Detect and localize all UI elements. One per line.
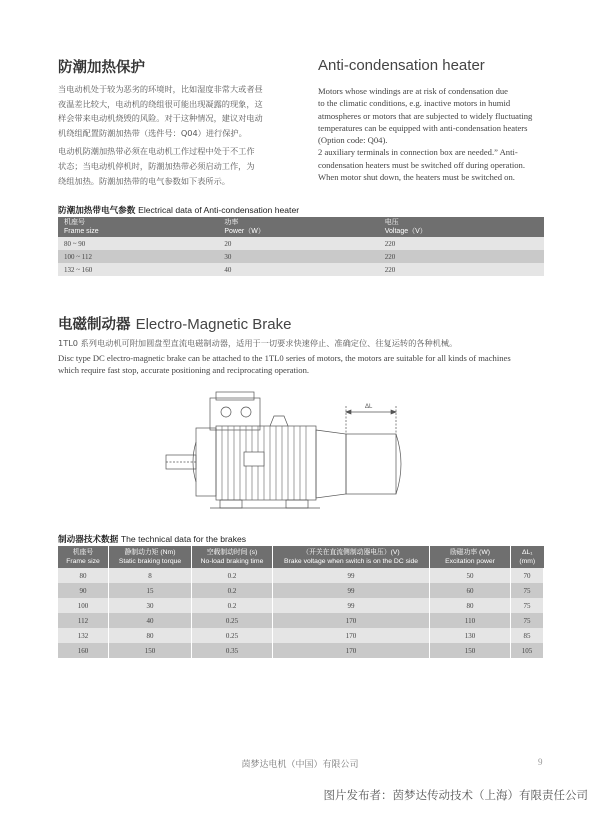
table-cell: 30 — [224, 252, 232, 261]
table-cell: 0.25 — [192, 628, 273, 643]
table-cell: 0.35 — [192, 643, 273, 658]
table-cell: 112 — [58, 613, 109, 628]
table-cell: 90 — [58, 583, 109, 598]
table-cell: 80 — [109, 628, 192, 643]
table-cell: 0.2 — [192, 568, 273, 583]
table-row — [58, 568, 544, 583]
column-header: 励磁功率 (W) Excitation power — [430, 546, 511, 568]
column-header: （开关在直流侧制动器电压）(V) Brake voltage when switch is on the DC side — [273, 546, 430, 568]
table-row — [58, 598, 544, 613]
heater-title-cn: 防潮加热保护 — [58, 60, 145, 76]
heater-paragraph-cn — [58, 82, 298, 188]
heater-paragraph-en — [318, 85, 558, 183]
table-cell: 100 — [58, 598, 109, 613]
brake-intro-cn: 1TL0 系列电动机可附加圆盘型直流电磁制动器，适用于一切要求快速停止、准确定位、往复运转的各种机械。 — [58, 338, 458, 348]
text-line: 当电动机处于较为恶劣的环境时，比如湿度非常大或者昼 — [58, 84, 263, 94]
brake-title-cn: 电磁制动器 — [58, 317, 131, 333]
brake-title — [58, 313, 292, 334]
table-cell: 150 — [109, 643, 192, 658]
text-line: 夜温差比较大，电动机的绕组很可能出现凝露的现象，这 — [58, 98, 263, 109]
column-header: 机座号 Frame size — [58, 217, 218, 237]
column-header: 空载制动时间 (s) No-load braking time — [192, 546, 273, 568]
table-cell: 40 — [224, 265, 232, 274]
motor-brake-drawing — [160, 390, 420, 520]
table-cell: 80 ~ 90 — [64, 239, 86, 248]
table-cell: 15 — [109, 583, 192, 598]
table-header-row — [58, 217, 544, 237]
text-line: 电动机防潮加热带必须在电动机工作过程中处于不工作 — [58, 146, 255, 157]
caption-en: The technical data for the brakes — [120, 534, 247, 544]
table-row — [58, 237, 544, 250]
text-line: 机绕组配置防潮加热带（选件号：Q04）进行保护。 — [58, 127, 247, 138]
brake-title-en: Electro-Magnetic Brake — [135, 316, 292, 333]
table-row — [58, 583, 544, 598]
text-line: 绕组加热。防潮加热带的电气参数如下表所示。 — [58, 175, 230, 186]
table-cell: 50 — [430, 568, 511, 583]
table-row — [58, 643, 544, 658]
text-line: which require fast stop, accurate positioning and reciprocating operation. — [58, 365, 310, 376]
table-cell: 130 — [430, 628, 511, 643]
table-cell: 160 — [58, 643, 109, 658]
table-header-row — [58, 546, 544, 568]
text-line: 状态；当电动机停机时，防潮加热带必须启动工作，为 — [58, 160, 255, 171]
text-line: to the climatic conditions, e.g. inactive motors in humid — [318, 98, 511, 109]
table-cell: 85 — [511, 628, 544, 643]
text-line: Motors whose windings are at risk of condensation due — [318, 86, 508, 96]
text-line: Disc type DC electro-magnetic brake can be attached to the 1TL0 series of motors, the motors are suitable for all kinds of machines — [58, 353, 511, 363]
column-header: 电压 Voltage（V） — [379, 217, 544, 237]
table-cell: 99 — [273, 568, 430, 583]
brake-table — [58, 546, 544, 658]
page-number: 9 — [538, 757, 543, 767]
text-line: condensation heaters must be switched off during operation. — [318, 159, 525, 170]
heater-table — [58, 217, 544, 276]
table-cell: 170 — [273, 643, 430, 658]
column-header: 静制动力矩 (Nm) Static braking torque — [109, 546, 192, 568]
table-cell: 80 — [58, 568, 109, 583]
column-header: ΔL₁ (mm) — [511, 546, 544, 568]
table-cell: 105 — [511, 643, 544, 658]
table-cell: 75 — [511, 583, 544, 598]
text-line: temperatures can be equipped with anti-condensation heaters — [318, 122, 528, 133]
brake-intro-en — [58, 352, 558, 377]
table-cell: 70 — [511, 568, 544, 583]
table-cell: 80 — [430, 598, 511, 613]
dimension-label: ΔL — [365, 404, 373, 410]
caption-en: Electrical data of Anti-condensation heater — [138, 205, 300, 215]
table-cell: 99 — [273, 598, 430, 613]
table-cell: 40 — [109, 613, 192, 628]
table-cell: 110 — [430, 613, 511, 628]
column-header: 功率 Power（W） — [218, 217, 378, 237]
table-row — [58, 263, 544, 276]
text-line: When motor shut down, the heaters must be switched on. — [318, 172, 515, 183]
text-line: atmospheres or motors that are subjected to widely fluctuating — [318, 110, 533, 121]
caption-cn: 防潮加热带电气参数 — [58, 206, 136, 216]
table-cell: 150 — [430, 643, 511, 658]
caption-cn: 制动器技术数据 — [58, 535, 119, 545]
footer-company: 茵梦达电机（中国）有限公司 — [241, 760, 359, 770]
table-cell: 220 — [384, 252, 396, 261]
table-cell: 170 — [273, 613, 430, 628]
publisher-watermark: 图片发布者：茵梦达传动技术（上海）有限责任公司 — [323, 788, 588, 802]
table-cell: 0.25 — [192, 613, 273, 628]
table-cell: 132 — [58, 628, 109, 643]
table-cell: 60 — [430, 583, 511, 598]
column-header: 机座号 Frame size — [58, 546, 109, 568]
table-cell: 220 — [384, 265, 396, 274]
table-cell: 8 — [109, 568, 192, 583]
table-row — [58, 250, 544, 263]
heater-title-en: Anti-condensation heater — [318, 57, 485, 74]
table-cell: 20 — [224, 239, 232, 248]
table-cell: 132 ~ 160 — [64, 265, 93, 274]
brake-table-caption — [58, 533, 246, 545]
table-cell: 100 ~ 112 — [64, 252, 93, 261]
table-cell: 170 — [273, 628, 430, 643]
table-cell: 30 — [109, 598, 192, 613]
heater-table-caption — [58, 204, 299, 216]
text-line: 样会带来电动机烧毁的风险。对于这种情况，建议对电动 — [58, 113, 263, 124]
table-cell: 99 — [273, 583, 430, 598]
table-cell: 75 — [511, 613, 544, 628]
table-cell: 75 — [511, 598, 544, 613]
table-cell: 0.2 — [192, 583, 273, 598]
text-line: (Option code: Q04). — [318, 135, 388, 146]
table-cell: 220 — [384, 239, 396, 248]
text-line: 2 auxiliary terminals in connection box are needed.” Anti- — [318, 147, 518, 158]
table-cell: 0.2 — [192, 598, 273, 613]
table-row — [58, 613, 544, 628]
table-row — [58, 628, 544, 643]
